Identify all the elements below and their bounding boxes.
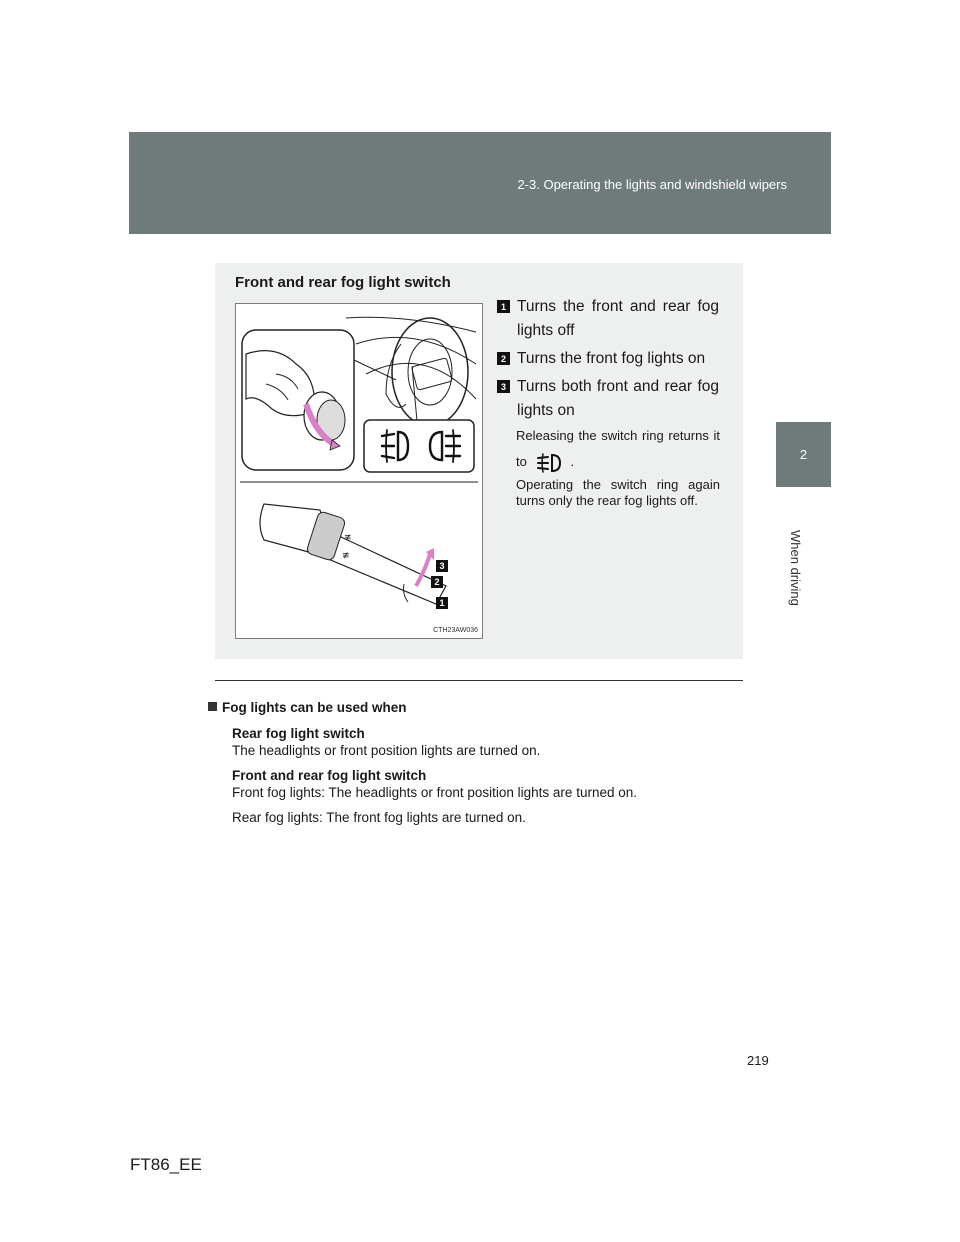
panel-title: Front and rear fog light switch [235, 274, 451, 291]
step-text: Turns the front fog lights on [517, 350, 706, 367]
step-3 [497, 375, 719, 423]
rear-switch-block [232, 725, 742, 759]
info-heading-text: Fog lights can be used when [222, 700, 407, 715]
figure-code: CTH23AW036 [433, 627, 478, 634]
rear-switch-text: The headlights or front position lights are turned on. [232, 743, 541, 758]
release-note-end: . [570, 454, 575, 469]
front-rear-switch-title: Front and rear fog light switch [232, 768, 427, 783]
release-note [516, 423, 720, 475]
info-section [222, 699, 742, 834]
section-title: 2-3. Operating the lights and windshield wipers [517, 177, 787, 192]
step-badge: 3 [497, 380, 510, 393]
release-note-text: Releasing the switch ring returns it to [516, 428, 720, 469]
figure-label-2: 2 [431, 576, 443, 588]
front-rear-switch-text: Front fog lights: The headlights or front position lights are turned on. [232, 785, 637, 800]
svg-text:≢: ≢ [342, 551, 350, 561]
step-text: Turns the front and rear fog lights off [517, 298, 719, 339]
footer-code: FT86_EE [130, 1155, 202, 1174]
figure-label-3: 3 [436, 560, 448, 572]
svg-text:≢: ≢ [344, 533, 352, 543]
chapter-tab [776, 422, 831, 487]
step-badge: 1 [497, 300, 510, 313]
step-badge: 2 [497, 352, 510, 365]
front-fog-icon [532, 452, 568, 474]
front-rear-switch-block [232, 767, 742, 801]
chapter-label: When driving [788, 530, 803, 606]
header-band [129, 132, 831, 234]
fog-switch-illustration [235, 303, 483, 639]
info-heading [208, 699, 742, 716]
figure-label-1: 1 [436, 597, 448, 609]
rear-fog-text: Rear fog lights: The front fog lights are turned on. [232, 810, 526, 825]
step-2 [497, 347, 719, 371]
rear-switch-title: Rear fog light switch [232, 726, 365, 741]
steps-list [497, 295, 719, 427]
step-1 [497, 295, 719, 343]
switch-again-note: Operating the switch ring again turns only the rear fog lights off. [516, 477, 720, 508]
step-text: Turns both front and rear fog lights on [517, 378, 719, 419]
illustration-drawing [236, 304, 482, 638]
bullet-square-icon [208, 702, 217, 711]
fog-light-panel [215, 263, 743, 659]
section-rule [215, 680, 743, 681]
page-number: 219 [747, 1053, 769, 1068]
chapter-number: 2 [799, 447, 808, 462]
